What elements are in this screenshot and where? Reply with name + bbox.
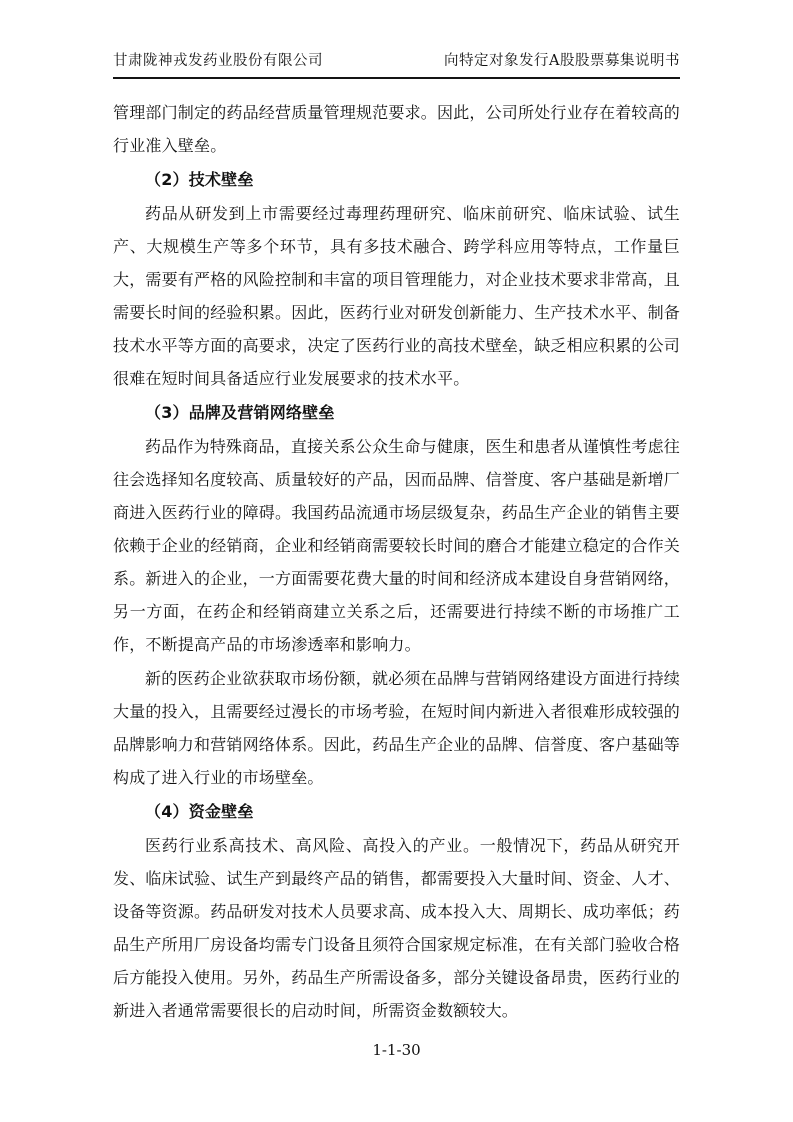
heading-capital-barrier: （4）资金壁垒 (145, 802, 254, 821)
document-body (113, 96, 680, 1027)
paragraph-capital-barrier: 医药行业系高技术、高风险、高投入的产业。一般情况下，药品从研究开发、临床试验、试生产到最终产品的销售，都需要投入大量时间、资金、人才、设备等资源。药品研发对技术人员要求高、成本投入大、周期长、成功率低；药品生产所用厂房设备均需专门设备且须符合国家规定标准，在有关部门验收合格后方能投入使用。另外，药品生产所需设备多，部分关键设备昂贵，医药行业的新进入者通常需要很长的启动时间，所需资金数额较大。 (113, 836, 681, 1020)
paragraph-brand-marketing-barrier-2: 新的医药企业欲获取市场份额，就必须在品牌与营销网络建设方面进行持续大量的投入，且需要经过漫长的市场考验，在短时间内新进入者很难形成较强的品牌影响力和营销网络体系。因此，药品生产企业的品牌、信誉度、客户基础等构成了进入行业的市场壁垒。 (113, 669, 681, 787)
paragraph-brand-marketing-barrier-1: 药品作为特殊商品，直接关系公众生命与健康，医生和患者从谨慎性考虑往往会选择知名度较高、质量较好的产品，因而品牌、信誉度、客户基础是新增厂商进入医药行业的障碍。我国药品流通市场层级复杂，药品生产企业的销售主要依赖于企业的经销商，企业和经销商需要较长时间的磨合才能建立稳定的合作关系。新进入的企业，一方面需要花费大量的时间和经济成本建设自身营销网络，另一方面，在药企和经销商建立关系之后，还需要进行持续不断的市场推广工作，不断提高产品的市场渗透率和影响力。 (113, 437, 681, 654)
heading-technical-barrier: （2）技术壁垒 (145, 170, 254, 189)
page-footer (0, 1042, 793, 1058)
paragraph-entry-barrier-continuation: 管理部门制定的药品经营质量管理规范要求。因此，公司所处行业存在着较高的行业准入壁垒。 (113, 103, 681, 155)
header-company-name: 甘肃陇神戎发药业股份有限公司 (113, 53, 323, 69)
header-doc-title: 向特定对象发行A股股票募集说明书 (444, 53, 680, 69)
paragraph-technical-barrier: 药品从研发到上市需要经过毒理药理研究、临床前研究、临床试验、试生产、大规模生产等多个环节，具有多技术融合、跨学科应用等特点，工作量巨大，需要有严格的风险控制和丰富的项目管理能力，对企业技术要求非常高，且需要长时间的经验积累。因此，医药行业对研发创新能力、生产技术水平、制备技术水平等方面的高要求，决定了医药行业的高技术壁垒，缺乏相应积累的公司很难在短时间具备适应行业发展要求的技术水平。 (113, 204, 681, 388)
page-number: 1-1-30 (372, 1041, 421, 1059)
heading-brand-marketing-barrier: （3）品牌及营销网络壁垒 (145, 403, 335, 422)
page-header (113, 50, 680, 79)
